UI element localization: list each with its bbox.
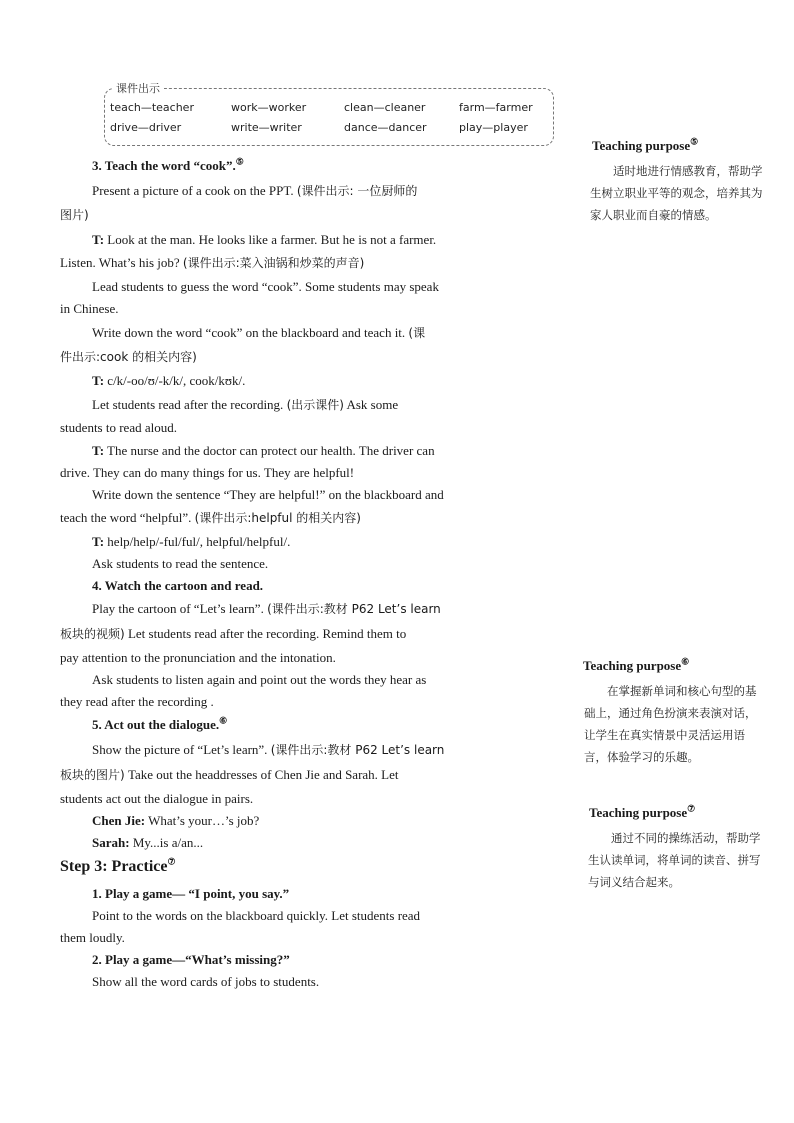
paragraph-cont: them loudly. [60,930,125,945]
paragraph: Let students read after the recording. (出示课件) Ask some [92,397,399,412]
teaching-purpose-text: 适时地进行情感教育，帮助学生树立职业平等的观念，培养其为家人职业而自豪的情感。 [590,164,763,222]
paragraph: Show all the word cards of jobs to students. [92,974,320,989]
word-pair: dance—dancer [344,121,427,134]
paragraph: Ask students to listen again and point out the words they hear as [92,672,427,687]
paragraph-cont: students act out the dialogue in pairs. [60,791,254,806]
paragraph: Ask students to read the sentence. [92,556,269,571]
section-title: 1. Play a game— “I point, you say.” [92,886,290,901]
paragraph-cont: in Chinese. [60,301,119,316]
teacher-line: T: Look at the man. He looks like a farmer. But he is not a farmer. [92,232,437,247]
word-pair: play—player [459,121,528,134]
word-pair: write—writer [231,121,302,134]
paragraph: Lead students to guess the word “cook”. Some students may speak [92,279,439,294]
paragraph-cont: 件出示:cook 的相关内容) [60,350,197,364]
paragraph: Write down the word “cook” on the blackboard and teach it. (课 [92,325,426,340]
paragraph-cont: 板块的图片) Take out the headdresses of Chen Jie and Sarah. Let [60,767,399,782]
teaching-purpose-title: Teaching purpose⑤ [592,136,699,153]
dialogue-line: Chen Jie: What’s your…’s job? [92,813,260,828]
paragraph: Point to the words on the blackboard quickly. Let students read [92,908,421,923]
courseware-box [104,88,554,146]
teacher-line: T: help/help/-ful/ful/, helpful/helpful/. [92,534,291,549]
paragraph: Play the cartoon of “Let’s learn”. (课件出示:教材 P62 Let’s learn [92,601,441,616]
courseware-label: 课件出示 [112,80,164,96]
paragraph: Show the picture of “Let’s learn”. (课件出示:教材 P62 Let’s learn [92,742,445,757]
paragraph-cont: drive. They can do many things for us. They are helpful! [60,465,355,480]
section-title: 3. Teach the word “cook”.⑤ [92,156,244,173]
paragraph: Write down the sentence “They are helpful!” on the blackboard and [92,487,444,502]
paragraph-cont: teach the word “helpful”. (课件出示:helpful 的相关内容) [60,510,361,525]
word-pair: clean—cleaner [344,101,426,114]
section-title: 4. Watch the cartoon and read. [92,578,264,593]
paragraph-cont: 图片) [60,208,89,222]
dialogue-line: Sarah: My...is a/an... [92,835,204,850]
word-pair: farm—farmer [459,101,533,114]
paragraph-cont: they read after the recording . [60,694,214,709]
teaching-purpose-title: Teaching purpose⑦ [589,803,696,820]
word-pair: teach—teacher [110,101,194,114]
paragraph-cont: 板块的视频) Let students read after the recording. Remind them to [60,626,407,641]
teaching-purpose-text: 在掌握新单词和核心句型的基础上，通过角色扮演来表演对话，让学生在真实情景中灵活运用语言，体验学习的乐趣。 [584,684,757,764]
teacher-line: T: c/k/-oo/ʊ/-k/k/, cook/kʊk/. [92,373,246,388]
section-title: 2. Play a game—“What’s missing?” [92,952,290,967]
paragraph-cont: students to read aloud. [60,420,177,435]
section-title: 5. Act out the dialogue.⑥ [92,715,228,732]
paragraph-cont: Listen. What’s his job? (课件出示:菜入油锅和炒菜的声音) [60,255,365,270]
word-pair: drive—driver [110,121,182,134]
paragraph-cont: pay attention to the pronunciation and the intonation. [60,650,336,665]
paragraph: Present a picture of a cook on the PPT. (课件出示: 一位厨师的 [92,183,418,198]
step-heading: Step 3: Practice⑦ [60,856,176,875]
word-pair: work—worker [231,101,307,114]
teaching-purpose-text: 通过不同的操练活动，帮助学生认读单词，将单词的读音、拼写与词义结合起来。 [588,831,761,889]
teaching-purpose-title: Teaching purpose⑥ [583,656,690,673]
teacher-line: T: The nurse and the doctor can protect our health. The driver can [92,443,435,458]
